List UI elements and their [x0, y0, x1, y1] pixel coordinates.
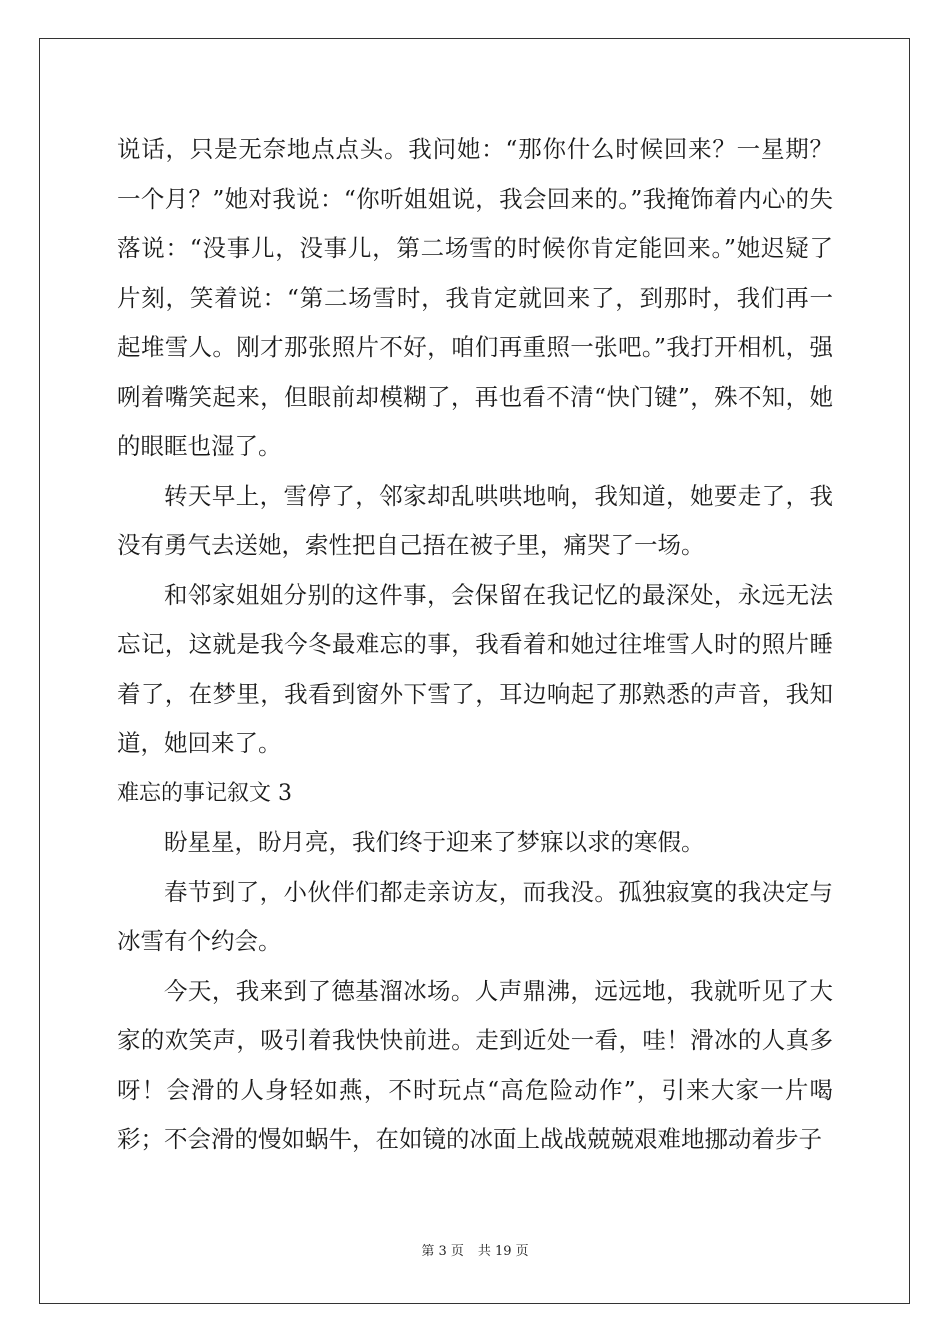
paragraph-4: 盼星星，盼月亮，我们终于迎来了梦寐以求的寒假。 — [164, 828, 705, 856]
page-number: 第 3 页 — [421, 1244, 464, 1259]
paragraph-1: 说话，只是无奈地点点头。我问她：“那你什么时候回来？一星期？一个月？”她对我说：“你听姐姐说，我会回来的。”我掩饰着内心的失落说：“没事儿，没事儿，第二场雪的时候你肯定能回来。”她迟疑了片刻，笑着说：“第二场雪时，我肯定就回来了，到那时，我们再一起堆雪人。刚才那张照片不好，咱们再重照一张吧。”我打开相机，强咧着嘴笑起来，但眼前却模糊了，再也看不清“快门键”，殊不知，她的眼眶也湿了。 — [117, 135, 833, 460]
paragraph-2: 转天早上，雪停了，邻家却乱哄哄地响，我知道，她要走了，我没有勇气去送她，索性把自己捂在被子里，痛哭了一场。 — [117, 481, 833, 559]
section-heading: 难忘的事记叙文 3 — [117, 780, 292, 806]
paragraph-6: 今天，我来到了德基溜冰场。人声鼎沸，远远地，我就听见了大家的欢笑声，吸引着我快快前进。走到近处一看，哇！滑冰的人真多呀！会滑的人身轻如燕，不时玩点“高危险动作”，引来大家一片喝彩；不会滑的慢如蜗牛，在如镜的冰面上战战兢兢艰难地挪动着步子 — [117, 976, 833, 1153]
paragraph-5: 春节到了，小伙伴们都走亲访友，而我没。孤独寂寞的我决定与冰雪有个约会。 — [117, 877, 833, 955]
paragraph-3: 和邻家姐姐分别的这件事，会保留在我记忆的最深处，永远无法忘记，这就是我今冬最难忘的事，我看着和她过往堆雪人时的照片睡着了，在梦里，我看到窗外下雪了，耳边响起了那熟悉的声音，我知道，她回来了。 — [117, 580, 833, 757]
document-body — [117, 125, 833, 1165]
page-footer — [0, 1244, 950, 1260]
page-total: 共 19 页 — [477, 1244, 529, 1259]
